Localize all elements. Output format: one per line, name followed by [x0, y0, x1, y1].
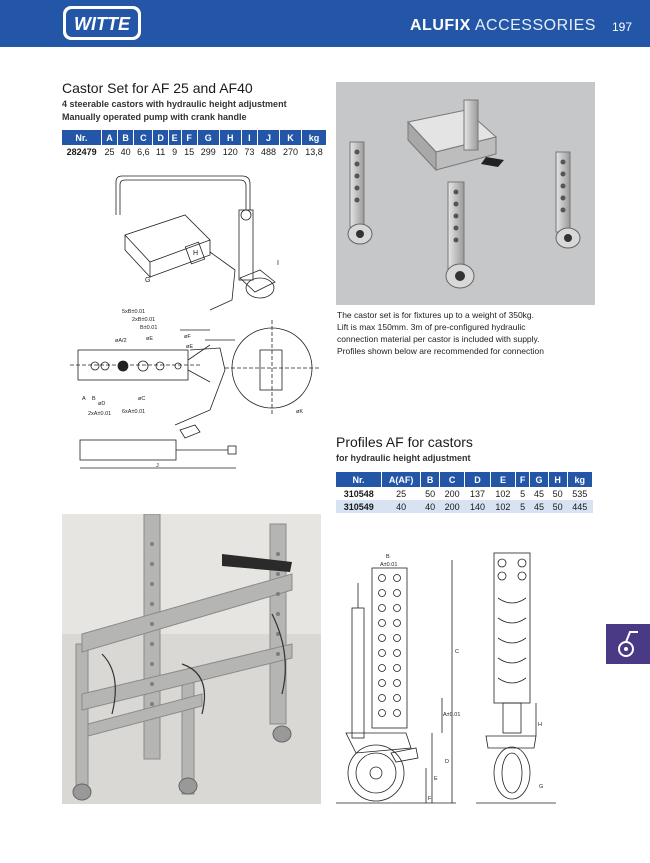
table-cell: 40: [421, 500, 440, 513]
profile-label-B: B: [386, 554, 390, 560]
castor-set-caption: [337, 309, 597, 357]
castor-set-render-photo: [336, 82, 595, 305]
table-cell: 5: [516, 500, 530, 513]
table-row: [62, 145, 327, 158]
table-cell: 270: [282, 146, 298, 157]
label-D: øD: [98, 401, 106, 407]
profiles-subtitle: for hydraulic height adjustment: [336, 453, 471, 463]
castor-set-title: Castor Set for AF 25 and AF40: [62, 80, 253, 96]
profile-label-A: A±0.01: [380, 562, 398, 568]
label-J: J: [156, 463, 159, 469]
table-cell: 73: [244, 146, 255, 157]
table-cell: 299: [200, 146, 216, 157]
label-C: øC: [138, 396, 146, 402]
profile-header-3: C: [439, 472, 464, 487]
table-cell: 15: [184, 146, 195, 157]
page-number: 197: [612, 20, 633, 34]
table-cell: 13,8: [305, 146, 323, 157]
table-cell: 40: [120, 146, 131, 157]
table-cell: 282479: [66, 146, 97, 157]
table-row: [336, 500, 593, 513]
table-cell: 200: [439, 500, 464, 513]
table-cell: 45: [533, 488, 544, 499]
label-A2: øA/2: [115, 338, 127, 344]
profiles-title: Profiles AF for castors: [336, 434, 473, 450]
table-cell: 120: [222, 146, 238, 157]
profile-label-G: G: [539, 784, 544, 790]
castor-header-8: H: [219, 130, 241, 145]
profile-label-F: F: [428, 796, 432, 802]
witte-logo: [62, 5, 142, 41]
profile-header-2: B: [421, 472, 440, 487]
label-5xB: 5xB±0.01: [122, 309, 146, 315]
profile-label-D: D: [445, 759, 449, 765]
castor-set-subtitle-1: 4 steerable castors with hydraulic height adjustment: [62, 99, 287, 109]
table-cell: 25: [396, 488, 407, 499]
castor-header-1: A: [101, 130, 117, 145]
profile-header-9: kg: [567, 472, 592, 487]
header-title-bold: ALUFIX: [410, 17, 471, 34]
table-cell: 535: [572, 488, 588, 499]
profile-header-6: F: [516, 472, 530, 487]
castor-header-6: F: [181, 130, 197, 145]
table-cell: 40: [381, 500, 420, 513]
label-B: B±0.01: [140, 325, 158, 331]
profile-label-C: C: [455, 649, 459, 655]
profile-label-A2: A±0.01: [443, 712, 461, 718]
table-cell: 5: [520, 488, 526, 499]
profile-header-5: E: [490, 472, 515, 487]
table-cell: 25: [104, 146, 115, 157]
table-cell: 102: [490, 500, 515, 513]
table-cell: 45: [530, 500, 549, 513]
castor-header-3: C: [134, 130, 153, 145]
table-cell: 488: [260, 146, 276, 157]
header-title-light: ACCESSORIES: [474, 17, 596, 34]
table-cell: 50: [552, 488, 563, 499]
caption-line-4: Profiles shown below are recommended for connection: [337, 346, 544, 356]
logo-text: WITTE: [74, 14, 130, 34]
castor-header-9: I: [241, 130, 257, 145]
caption-line-2: Lift is max 150mm. 3m of pre-configured hydraulic: [337, 322, 526, 332]
table-cell: 310548: [343, 488, 374, 499]
profile-label-H: H: [538, 722, 542, 728]
castor-set-drawing: [60, 170, 330, 475]
table-cell: 102: [495, 488, 511, 499]
castor-header-5: E: [168, 130, 181, 145]
svg-text:G: G: [145, 277, 151, 284]
header-title: [410, 17, 596, 35]
caption-line-3: connection material per castor is included with supply.: [337, 334, 540, 344]
caption-line-1: The castor set is for fixtures up to a weight of 350kg.: [337, 310, 535, 320]
profile-header-0: Nr.: [336, 472, 381, 487]
castor-set-subtitle-2: Manually operated pump with crank handle: [62, 112, 247, 122]
table-cell: 9: [172, 146, 178, 157]
castor-header-11: K: [279, 130, 301, 145]
section-tab[interactable]: [606, 624, 650, 664]
profile-header-7: G: [530, 472, 549, 487]
label-2xA: 2xA±0.01: [88, 411, 112, 417]
castor-header-12: kg: [302, 130, 327, 145]
table-cell: 310549: [336, 500, 381, 513]
page-header: [0, 0, 650, 47]
label-K: øK: [296, 409, 304, 415]
profiles-spec-table: [336, 472, 593, 513]
castor-header-2: B: [118, 130, 134, 145]
label-2xB: 2xB±0.01: [132, 317, 156, 323]
table-cell: 11: [155, 146, 166, 157]
label-E: øE: [146, 336, 154, 342]
castor-header-7: G: [197, 130, 219, 145]
profile-header-1: A(AF): [381, 472, 420, 487]
table-cell: 6,6: [137, 146, 150, 157]
table-row: [336, 487, 593, 500]
table-cell: 140: [465, 500, 490, 513]
label-A: A: [82, 396, 86, 402]
table-cell: 200: [444, 488, 460, 499]
label-F: øF: [184, 334, 191, 340]
label-E2: øE: [186, 344, 194, 350]
label-Bsmall: B: [92, 396, 96, 402]
table-cell: 445: [567, 500, 592, 513]
label-6xA: 6xA±0.01: [122, 409, 146, 415]
table-cell: 50: [425, 488, 436, 499]
table-cell: 50: [548, 500, 567, 513]
profile-header-8: H: [548, 472, 567, 487]
castor-header-10: J: [257, 130, 279, 145]
svg-text:I: I: [277, 260, 279, 267]
profile-label-E: E: [434, 776, 438, 782]
castor-header-4: D: [153, 130, 168, 145]
castor-header-0: Nr.: [62, 130, 101, 145]
workbench-photo: [62, 514, 321, 804]
profile-drawing: [336, 548, 576, 810]
castor-icon: [606, 624, 650, 664]
svg-text:H: H: [193, 250, 199, 257]
table-cell: 137: [470, 488, 486, 499]
profile-header-4: D: [465, 472, 490, 487]
castor-spec-table: [62, 130, 327, 158]
